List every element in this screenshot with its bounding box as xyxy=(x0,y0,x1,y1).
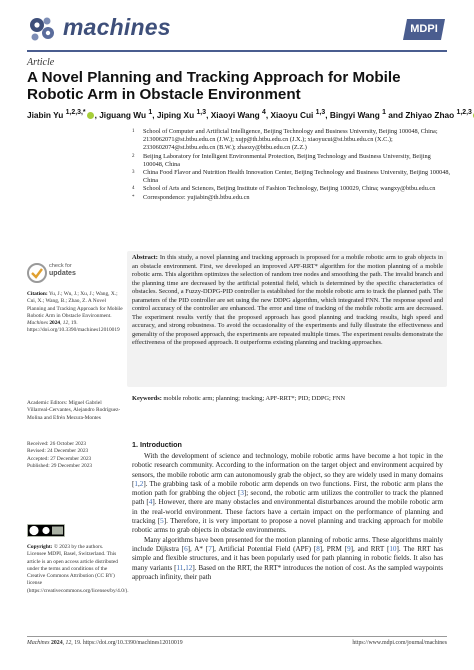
citation-text: Yu, J.; Wu, J.; Xu, J.; Wang, X.; Cui, X.; Wang, B.; Zhao, Z. A Novel Planning and Tracking Approach for Mobile Robotic Arm in Obstacle Environment. xyxy=(27,291,123,319)
author-list xyxy=(27,109,472,120)
author-affil: 1,3 xyxy=(196,109,207,116)
cc-by-license-icon[interactable] xyxy=(27,524,65,537)
citation-doi[interactable]: , 19. https://doi.org/10.3390/machines12010019 xyxy=(27,320,120,334)
footer-sep: , xyxy=(62,640,66,646)
affiliation-item xyxy=(132,194,452,202)
affiliation-text: School of Arts and Sciences, Beijing Institute of Fashion Technology, Beijing 100029, China; wangxy@btbu.edu.cn xyxy=(143,185,436,193)
affiliation-number: 1 xyxy=(132,129,135,134)
journal-gear-logo-icon xyxy=(27,14,57,44)
article-type: Article xyxy=(27,57,55,68)
header-divider xyxy=(27,50,447,52)
text-run: ]. Therefore, it is very important to propose a novel planning and tracking approach for mobile robotic arms to grab objects in obstacle environments. xyxy=(132,517,443,535)
published-date: Published: 29 December 2023 xyxy=(27,462,93,469)
citation-link[interactable]: 10 xyxy=(389,544,397,553)
text-run: Many algorithms have been presented for the motion planning of robotic arms. These algorithms mainly include Dijkstra [ xyxy=(132,535,443,553)
citation-link[interactable]: 3 xyxy=(240,489,244,498)
section-heading: 1. Introduction xyxy=(132,440,182,449)
keywords-text: mobile robotic arm; planning; tracking; APF-RRT*; PID; DDPG; FNN xyxy=(161,395,346,402)
received-date: Received: 26 October 2023 xyxy=(27,441,87,447)
affiliation-item xyxy=(132,128,452,153)
footer-citation xyxy=(27,640,183,646)
citation-journal: Machines xyxy=(27,320,48,327)
citation-year: 2024 xyxy=(47,320,61,327)
author-name: , Jiping Xu xyxy=(152,109,197,120)
author-name: , Xiaoyu Cui xyxy=(265,109,316,120)
affiliation-item xyxy=(132,153,452,169)
author-name: , Jiguang Wu xyxy=(94,109,149,120)
footer-divider xyxy=(27,636,447,637)
author-affil: 4 xyxy=(262,109,266,116)
author-affil: 1,3 xyxy=(315,109,326,116)
check-for-updates-icon[interactable] xyxy=(27,263,47,283)
text-run: ]; second, the robotic arm utilizes the controller to track the planned path [ xyxy=(132,489,444,507)
citation-link[interactable]: 9 xyxy=(347,544,351,553)
text-run: ]. The grabbing task of a mobile robotic arm depends on two functions. First, the robotic arm plans the motion path for grabbing the object [ xyxy=(132,479,443,498)
text-run: ]. However, there are many obstacles and environmental disturbances around the mobile robotic arm in the real-world environment. These factors have a certain impact on the performance of planning and tracking [ xyxy=(132,498,443,526)
academic-editors: Academic Editors: Miguel Gabriel Villarreal-Cervantes, Alejandro Rodríguez-Molina and Efrén Mezura-Montes xyxy=(27,400,121,421)
text-run: ], Artificial Potential Field (APF) [ xyxy=(211,544,317,553)
citation-link[interactable]: 4 xyxy=(148,498,153,507)
copyright-block xyxy=(27,544,129,595)
citation-block xyxy=(27,291,123,335)
paper-title: A Novel Planning and Tracking Approach for Mobile Robotic Arm in Obstacle Environment xyxy=(27,69,401,103)
affiliations xyxy=(132,128,452,202)
text-run: , xyxy=(137,479,140,488)
author-name: and Zhiyao Zhao xyxy=(385,109,457,120)
author-affil: 1 xyxy=(382,109,386,116)
abstract-text: In this study, a novel planning and tracking approach is proposed for a mobile robotic arm to grab objects in an obstacle environment. First, we developed an improved APF-RRT* algorithm for the motion planning of a mobile robotic arm. This algorithm optimizes the selection of random tree nodes and smoothing the path. The invalid branch and the planning time are decreased by the artificial potential field, which is determined by the specific characteristics of obstacles. Second, a Fuzzy-DDPG-PID controller is established for the mobile robotic arm to track the planned path. The parameters of the PID controller are set using the new DDPG algorithm, which integrated FNN. The response speed and control accuracy of the controller are enhanced. The error and time of tracking of the mobile robotic arm are decreased. The experiment results verify that the proposed approach has good planning and tracking results, high speed and accuracy, and strong robustness. To avoid the occasionality of the experiments and fully illustrate the effectiveness and generality of the proposed approach, the experiments are repeated multiple times. The experiment results demonstrate the effectiveness of the proposed approach. It outperforms existing planning and tracking approaches. xyxy=(132,254,443,347)
author-affil: 1 xyxy=(148,109,153,116)
keywords xyxy=(132,395,443,403)
paragraph xyxy=(132,536,443,582)
footer-journal: Machines xyxy=(27,640,50,646)
affiliation-item xyxy=(132,169,452,185)
keywords-label: Keywords: xyxy=(132,395,162,402)
mdpi-logo-text: MDPI xyxy=(410,23,438,35)
paragraph xyxy=(132,452,443,536)
citation-link[interactable]: 8 xyxy=(316,544,320,553)
abstract xyxy=(132,254,443,348)
citation-link[interactable]: 7 xyxy=(208,544,212,553)
footer-year: 2024 xyxy=(49,640,63,646)
citation-volume: , 12 xyxy=(60,320,69,327)
author-name: , Bingyi Wang xyxy=(325,109,383,120)
citation-link[interactable]: 6 xyxy=(184,544,188,553)
corresponding-star: * xyxy=(82,109,86,116)
text-run: , xyxy=(183,563,186,572)
affiliation-number: 3 xyxy=(132,170,135,176)
copyright-text: © 2023 by the authors. Licensee MDPI, Basel, Switzerland. This article is an open access article distributed under the terms and conditions of the Creative Commons Attribution (CC BY) license (https://creativecommons.org/licenses/by/4.0/). xyxy=(27,544,129,594)
citation-link[interactable]: 1 xyxy=(134,479,138,488)
author-affil: 1,2,3 xyxy=(456,109,472,116)
author-name: , Xiaoyi Wang xyxy=(206,109,263,120)
affiliation-number: 2 xyxy=(132,153,135,159)
affiliation-number: 4 xyxy=(132,186,135,192)
affiliation-text: China Food Flavor and Nutrition Health Innovation Center, Beijing Technology and Business University, Beijing 100048, China xyxy=(143,169,451,185)
journal-title[interactable]: machines xyxy=(63,14,171,40)
check-for-updates-label[interactable]: check for xyxy=(49,263,72,269)
affiliation-text: Correspondence: yujiabin@th.btbu.edu.cn xyxy=(143,193,250,201)
citation-link[interactable]: 5 xyxy=(160,517,164,526)
affiliation-text: Beijing Laboratory for Intelligent Environmental Protection, Beijing Technology and Business University, Beijing 100048, China xyxy=(143,152,431,168)
citation-link[interactable]: 12 xyxy=(185,563,193,572)
copyright-label: Copyright: xyxy=(27,544,53,550)
author-name: Jiabin Yu xyxy=(27,109,66,120)
citation-label: Citation: xyxy=(27,291,48,297)
check-for-updates-label-bold[interactable]: updates xyxy=(49,270,76,277)
footer-journal-url[interactable]: https://www.mdpi.com/journal/machines xyxy=(352,640,447,646)
text-run: ], PRM [ xyxy=(319,544,348,553)
affiliation-item xyxy=(132,185,452,193)
revised-date: Revised: 24 December 2023 xyxy=(27,448,89,455)
dates-block xyxy=(27,441,123,470)
abstract-label: Abstract: xyxy=(132,254,158,261)
text-run: ]. The RRT has simple and flexible structures, and it has been popularly used for path planning in robotic fields. It also has many variants [ xyxy=(132,544,443,572)
introduction-body xyxy=(132,452,443,582)
text-run: With the development of science and technology, mobile robotic arms have become a hot topic in the robotic research community. According to the information on the target object and environment acquired by sensors, the mobile robotic arm can autonomously grab the object, so they are widely used in many domains [ xyxy=(132,452,443,488)
orcid-icon[interactable] xyxy=(87,112,94,119)
accepted-date: Accepted: 27 December 2023 xyxy=(27,455,92,462)
affiliation-number: * xyxy=(132,194,135,200)
footer-volume: 12 xyxy=(65,640,72,646)
footer-doi[interactable]: , 19. https://doi.org/10.3390/machines12010019 xyxy=(71,640,183,646)
citation-link[interactable]: 11 xyxy=(176,563,184,572)
author-affil: 1,2,3, xyxy=(65,109,83,116)
text-run: ], A* [ xyxy=(187,544,209,553)
text-run: ], and RRT [ xyxy=(350,544,390,553)
affiliation-text: School of Computer and Artificial Intelligence, Beijing Technology and Business University, Beijing 100048, China; 2130062071@st.btbu.edu.cn (J.W.); xujp@th.btbu.edu.cn (J.X.); xiaoyucui@st.btbu.edu.cn (X.C.); 2330602074@st.btbu.edu.cn (B.W.); zhaozy@btbu.edu.cn (Z.Z.) xyxy=(143,128,438,152)
citation-link[interactable]: 2 xyxy=(139,479,144,488)
text-run: ]. Based on the RRT, the RRT* introduces the notion of cost. As the sampled waypoints approach infinity, their path xyxy=(132,563,443,581)
